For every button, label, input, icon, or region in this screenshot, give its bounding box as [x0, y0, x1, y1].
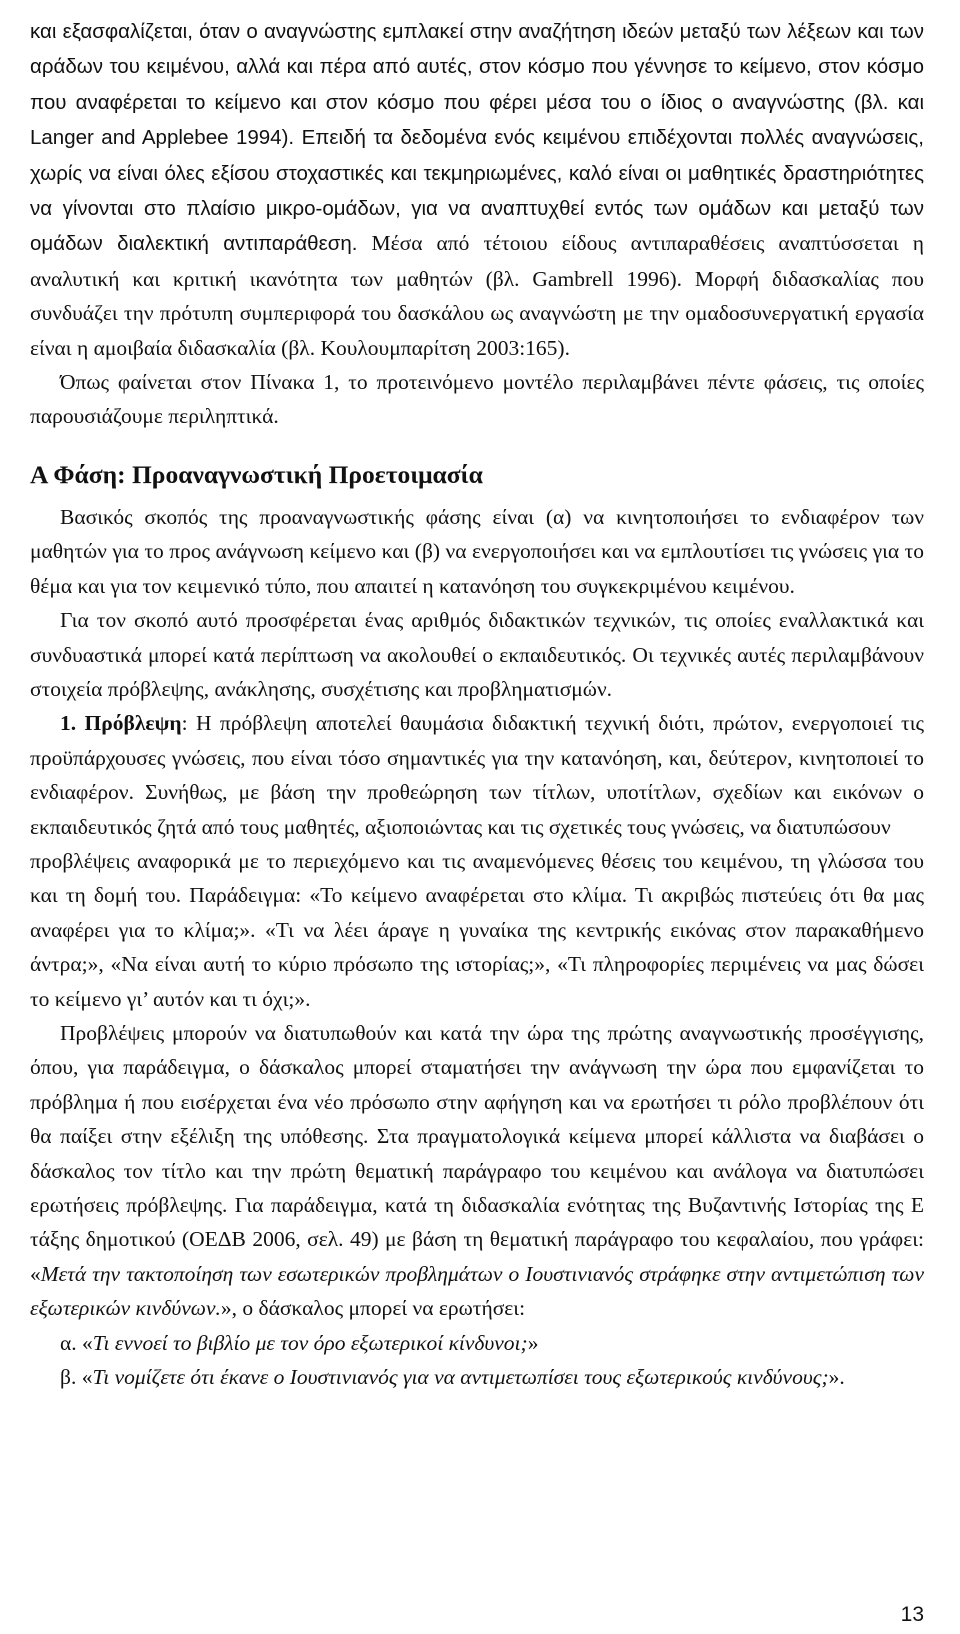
paragraph-3-end: », ο δάσκαλος μπορεί να ερωτήσει: — [220, 1296, 526, 1321]
section-paragraph-2: Για τον σκοπό αυτό προσφέρεται ένας αριθμός διδακτικών τεχνικών, τις οποίες εναλλακτικά και συνδυαστικά μπορεί κατά περίπτωση να ακολουθεί ο εκπαιδευτικός. Οι τεχνικές αυτές περιλαμβάνουν στοιχεία πρόβλεψης, ανάκλησης, συσχέτισης και προβληματισμών. — [30, 608, 924, 701]
question-b-label: β. « — [60, 1365, 93, 1390]
question-b — [30, 1360, 924, 1394]
question-a-text: Τι εννοεί το βιβλίο με τον όρο εξωτερικοί κίνδυνοι; — [92, 1330, 528, 1355]
section-paragraph-3 — [30, 1016, 924, 1326]
item-number: 1. — [60, 711, 85, 736]
question-a-end: » — [527, 1330, 539, 1355]
intro-serif-text: Μέσα από τέτοιου είδους αντιπαραθέσεις αναπτύσσεται η αναλυτική και κριτική ικανότητα των μαθητών (βλ. Gambrell 1996). Μορφή διδασκαλίας που συνδυάζει την πρότυπη συμπεριφορά του δασκάλου ως αναγνώστη με την ομαδοσυνεργατική εργασία είναι η αμοιβαία διδασκαλία (βλ. Κουλουμπαρίτση 2003:165). — [30, 231, 924, 360]
question-b-text: Τι νομίζετε ότι έκανε ο Ιουστινιανός για να αντιμετωπίσει τους εξωτερικούς κινδύνους; — [92, 1365, 829, 1390]
question-b-end: ». — [828, 1365, 845, 1390]
section-paragraph-1: Βασικός σκοπός της προαναγνωστικής φάσης είναι (α) να κινητοποιήσει το ενδιαφέρον των μαθητών για το προς ανάγνωση κείμενο και (β) να ενεργοποιήσει και να εμπλουτίσει τις γνώσεις για το θέμα και για τον κειμενικό τύπο, που απαιτεί η κατανόηση του συγκεκριμένου κειμένου. — [30, 504, 924, 598]
intro-paragraph-1 — [30, 14, 924, 365]
paragraph-3-quote: Μετά την τακτοποίηση των εσωτερικών προβλημάτων ο Ιουστινιανός στράφηκε στην αντιμετώπιση των εξωτερικών κινδύνων. — [30, 1261, 924, 1321]
question-a-label: α. « — [60, 1330, 93, 1355]
list-item-prediction — [30, 706, 924, 844]
question-a — [30, 1326, 924, 1360]
section-heading: Α Φάση: Προαναγνωστική Προετοιμασία — [30, 459, 483, 489]
item-text: : Η πρόβλεψη αποτελεί θαυμάσια διδακτική τεχνική διότι, πρώτον, ενεργοποιεί τις προϋπάρχουσες γνώσεις, που είναι τόσο σημαντικές για την κατανόηση, και, δεύτερον, κινητοποιεί το ενδιαφέρον. Συνήθως, με βάση την προθεώρηση των τίτλων, υποτίτλων, σχεδίων και εικόνων ο εκπαιδευτικός ζητά από τους μαθητές, αξιοποιώντας και τις σχετικές τους γνώσεις, να διατυπώσουν — [30, 711, 924, 839]
page-number: 13 — [900, 1603, 924, 1626]
intro-paragraph-2: Όπως φαίνεται στον Πίνακα 1, το προτεινόμενο μοντέλο περιλαμβάνει πέντε φάσεις, τις οποίες παρουσιάζουμε περιληπτικά. — [30, 370, 924, 429]
intro-sans-text: και εξασφαλίζεται, όταν ο αναγνώστης εμπλακεί στην αναζήτηση ιδεών μεταξύ των λέξεων και των αράδων του κειμένου, αλλά και πέρα από αυτές, στον κόσμο που γέννησε το κείμενο, στον κόσμο που αναφέρεται το κείμενο και στον κόσμο που φέρει μέσα του ο ίδιος ο αναγνώστης (βλ. και Langer and Applebee 1994). Επειδή τα δεδομένα ενός κειμένου επιδέχονται πολλές αναγνώσεις, χωρίς να είναι όλες εξίσου στοχαστικές και τεκμηριωμένες, καλό είναι οι μαθητικές δραστηριότητες να γίνονται στο πλαίσιο μικρο-ομάδων, για να αναπτυχθεί εντός των ομάδων και μεταξύ των ομάδων διαλεκτική αντιπαράθεση. — [30, 20, 924, 256]
paragraph-3-text: Προβλέψεις μπορούν να διατυπωθούν και κατά την ώρα της πρώτης αναγνωστικής προσέγγισης, όπου, για παράδειγμα, ο δάσκαλος μπορεί σταματήσει την ανάγνωση την ώρα που εμφανίζεται το πρόβλημα ή που εισέρχεται ένα νέο πρόσωπο στην αφήγηση και να ερωτήσει τι ρόλο προβλέπουν ότι θα παίξει στην εξέλιξη της υπόθεσης. Στα πραγματολογικά κείμενα μπορεί κάλλιστα να διαβάσει ο δάσκαλος τον τίτλο και την πρώτη θεματική παράγραφο του κειμένου και ανάλογα να διατυπώσει ερωτήσεις πρόβλεψης. Για παράδειγμα, κατά τη διδασκαλία ενότητας της Βυζαντινής Ιστορίας της Ε τάξης δημοτικού (ΟΕΔΒ 2006, σελ. 49) με βάση τη θεματική παράγραφο του κεφαλαίου, που γράφει: « — [30, 1020, 924, 1286]
list-item-continuation: προβλέψεις αναφορικά με το περιεχόμενο και τις αναμενόμενες θέσεις του κειμένου, τη γλώσσα του και τη δομή του. Παράδειγμα: «Το κείμενο αναφέρεται στο κλίμα. Τι ακριβώς πιστεύεις ότι θα μας αναφέρει για το κλίμα;». «Τι να λέει άραγε η γυναίκα της κεντρικής εικόνας στον παρακαθήμενο άντρα;», «Να είναι αυτή το κύριο πρόσωπο της ιστορίας;», «Τι πληροφορίες περιμένεις να μας δώσει το κείμενο γι’ αυτόν και τι όχι;». — [30, 848, 924, 1011]
item-title: Πρόβλεψη — [84, 711, 182, 736]
